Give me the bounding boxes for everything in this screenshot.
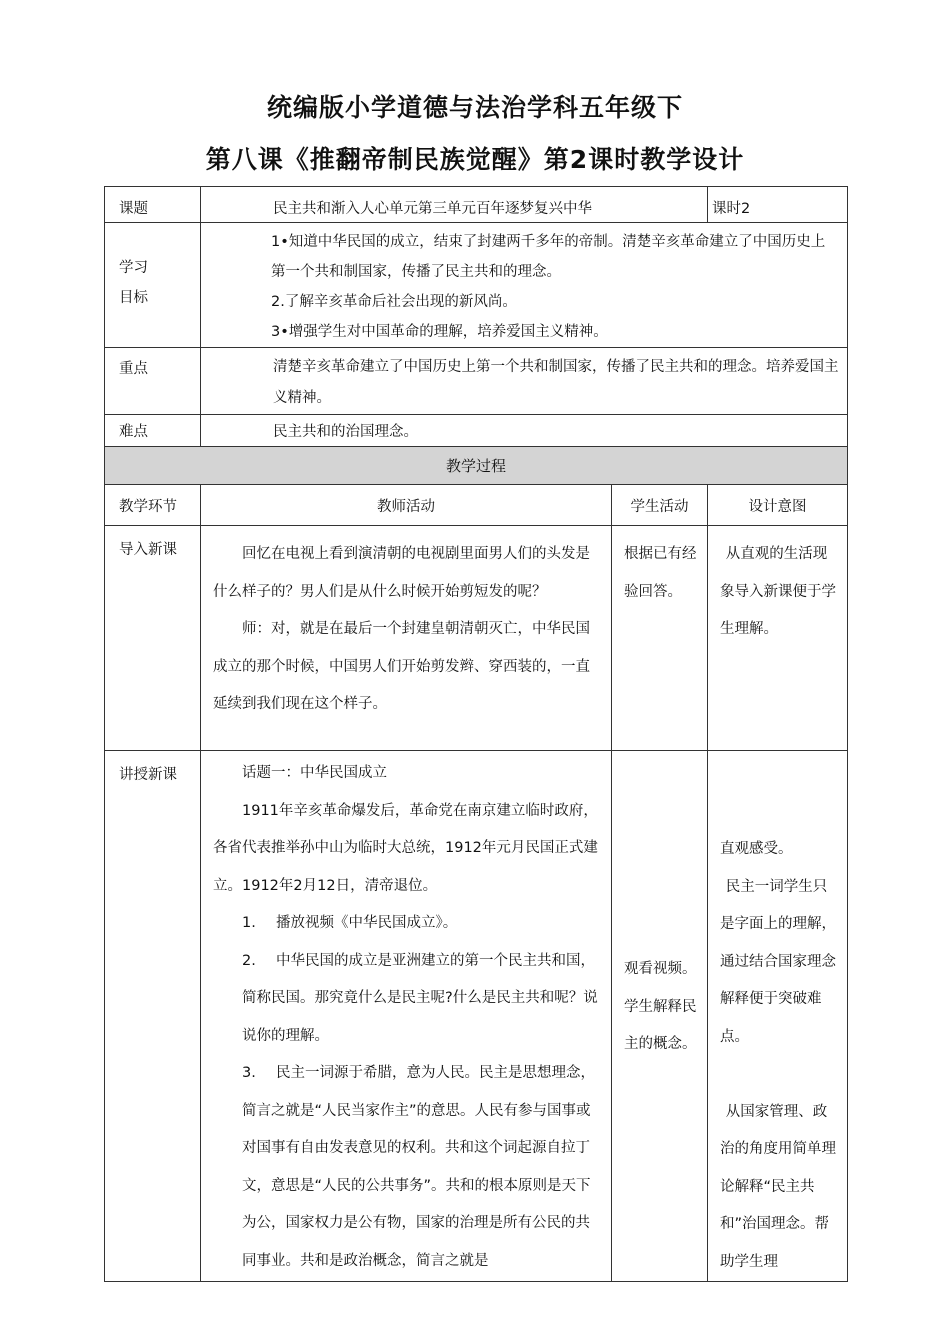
stage-intro: 导入新课 bbox=[105, 526, 201, 751]
goals-label-line1: 学习 bbox=[119, 260, 148, 276]
item-text: 播放视频《中华民国成立》。 bbox=[276, 915, 458, 931]
key-point-value: 清楚辛亥革命建立了中国历史上第一个共和制国家，传播了民主共和的理念。培养爱国主义精神。 bbox=[201, 348, 848, 415]
stage-teach: 讲授新课 bbox=[105, 751, 201, 1282]
intent-item: 从国家管理、政治的角度用简单理论解释“民主共和”治国理念。帮助学生理 bbox=[720, 1103, 836, 1270]
column-header-intent: 设计意图 bbox=[708, 485, 848, 526]
document-title: 统编版小学道德与法治学科五年级下 bbox=[266, 93, 683, 122]
teacher-activity-teach bbox=[201, 751, 612, 1282]
teacher-paragraph: 回忆在电视上看到演清朝的电视剧里面男人们的头发是什么样子的？男人们是从什么时候开始剪短发的呢？ bbox=[213, 546, 590, 600]
column-header-stage: 教学环节 bbox=[105, 485, 201, 526]
intent-item: 直观感受。 bbox=[720, 841, 793, 857]
table-row bbox=[105, 526, 848, 751]
numbered-item bbox=[213, 905, 603, 943]
student-activity-teach: 观看视频。学生解释民主的概念。 bbox=[612, 751, 708, 1282]
process-title: 教学过程 bbox=[105, 447, 848, 485]
spacer bbox=[720, 1056, 841, 1094]
process-header-row bbox=[105, 485, 848, 526]
goal-item: 2.了解辛亥革命后社会出现的新风尚。 bbox=[271, 294, 517, 310]
student-activity-intro: 根据已有经验回答。 bbox=[612, 526, 708, 751]
key-point-row bbox=[105, 348, 848, 415]
item-number: 1. bbox=[242, 915, 256, 931]
goals-content bbox=[201, 223, 848, 348]
numbered-item bbox=[213, 943, 603, 1056]
topic-value bbox=[201, 187, 708, 223]
numbered-item bbox=[213, 1055, 603, 1280]
period-value: 课时2 bbox=[708, 187, 848, 223]
lesson-plan-table bbox=[104, 186, 847, 1282]
goals-label-line2: 目标 bbox=[119, 290, 148, 306]
goal-item: 3•增强学生对中国革命的理解，培养爱国主义精神。 bbox=[271, 324, 608, 340]
item-text: 民主一词源于希腊，意为人民。民主是思想理念，简言之就是“人民当家作主”的意思。人民有参与国事或对国事有自由发表意见的权利。共和这个词起源自拉丁文，意思是“人民的公共事务”。共和的根本原则是天下为公，国家权力是公有物，国家的治理是所有公民的共同事业。共和是政治概念，简言之就是 bbox=[242, 1065, 595, 1269]
goals-row bbox=[105, 223, 848, 348]
key-point-label: 重点 bbox=[105, 348, 201, 415]
teacher-activity-intro bbox=[201, 526, 612, 751]
difficulty-value: 民主共和的治国理念。 bbox=[201, 415, 848, 447]
item-text: 中华民国的成立是亚洲建立的第一个民主共和国，简称民国。那究竟什么是民主呢?什么是民主共和呢？说说你的理解。 bbox=[242, 952, 598, 1044]
process-title-row bbox=[105, 447, 848, 485]
teacher-paragraph: 1911年辛亥革命爆发后，革命党在南京建立临时政府，各省代表推举孙中山为临时大总统，1912年元月民国正式建立。1912年2月12日，清帝退位。 bbox=[213, 802, 598, 894]
topic-heading: 话题一：中华民国成立 bbox=[242, 765, 387, 781]
difficulty-row bbox=[105, 415, 848, 447]
table-row bbox=[105, 751, 848, 1282]
design-intent-teach bbox=[708, 751, 848, 1282]
topic-text: 民主共和渐入人心单元第三单元百年逐梦复兴中华 bbox=[273, 201, 592, 217]
difficulty-label: 难点 bbox=[105, 415, 201, 447]
goal-item: 1•知道中华民国的成立，结束了封建两千多年的帝制。清楚辛亥革命建立了中国历史上第一个共和制国家，传播了民主共和的理念。 bbox=[271, 234, 826, 280]
topic-label: 课题 bbox=[105, 187, 201, 223]
item-number: 3. bbox=[242, 1065, 256, 1081]
item-number: 2. bbox=[242, 952, 256, 969]
document-subtitle: 第八课《推翻帝制民族觉醒》第2课时教学设计 bbox=[205, 145, 745, 174]
topic-row bbox=[105, 187, 848, 223]
intent-item: 民主一词学生只是字面上的理解，通过结合国家理念解释便于突破难点。 bbox=[720, 878, 836, 1045]
teacher-paragraph: 师：对，就是在最后一个封建皇朝清朝灭亡，中华民国成立的那个时候，中国男人们开始剪发辫、穿西装的，一直延续到我们现在这个样子。 bbox=[213, 621, 590, 712]
column-header-student: 学生活动 bbox=[612, 485, 708, 526]
column-header-teacher: 教师活动 bbox=[201, 485, 612, 526]
design-intent-intro: 从直观的生活现象导入新课便于学生理解。 bbox=[708, 526, 848, 751]
goals-label bbox=[105, 223, 201, 348]
